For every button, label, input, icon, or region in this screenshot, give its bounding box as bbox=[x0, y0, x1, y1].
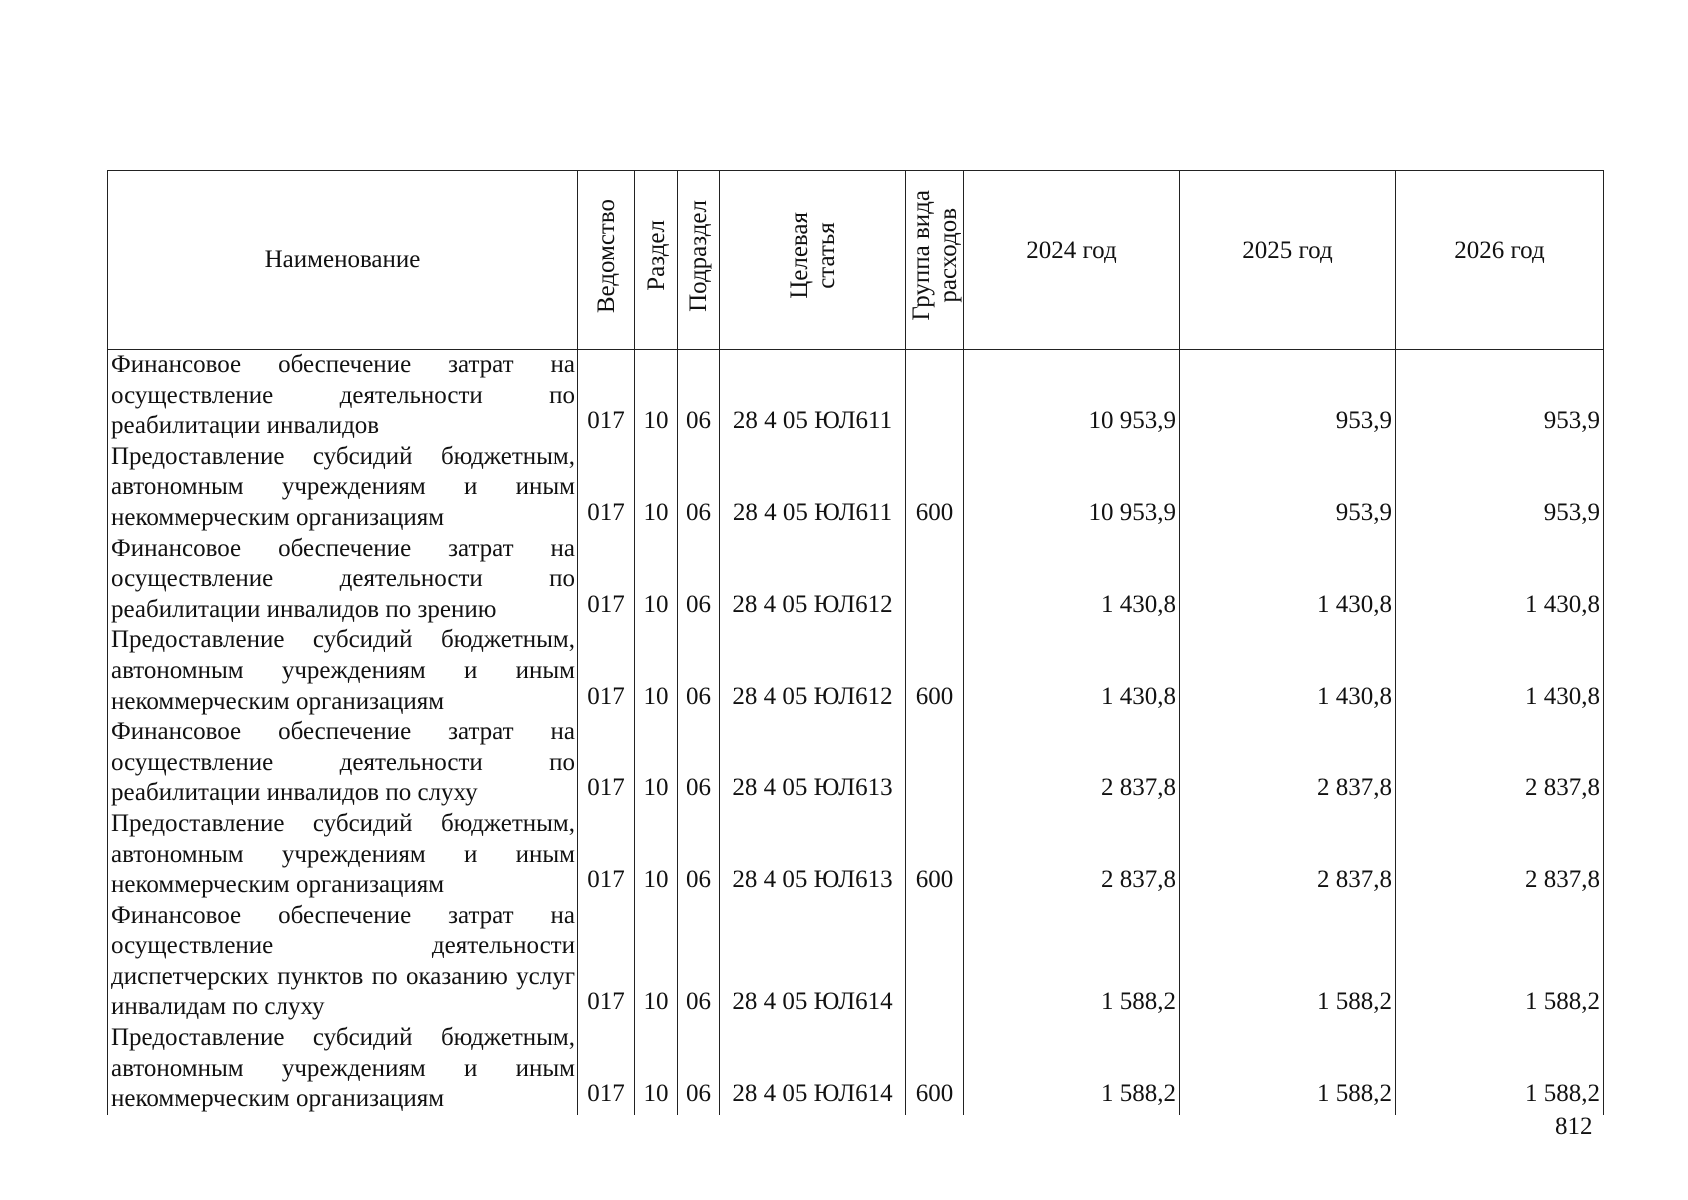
row-2026-cell: 1 430,8 bbox=[1396, 625, 1604, 717]
table-row bbox=[108, 625, 1604, 717]
row-department-cell: 017 bbox=[578, 717, 635, 809]
header-2026: 2026 год bbox=[1396, 171, 1604, 350]
row-subsection-cell: 06 bbox=[678, 534, 720, 626]
row-department-cell: 017 bbox=[578, 1023, 635, 1115]
row-subsection-cell: 06 bbox=[678, 901, 720, 1023]
row-department-cell: 017 bbox=[578, 534, 635, 626]
row-section-cell: 10 bbox=[635, 442, 678, 534]
row-2025-cell: 2 837,8 bbox=[1180, 717, 1396, 809]
header-subsection: Подраздел bbox=[678, 171, 720, 350]
row-target-article-cell: 28 4 05 ЮЛ611 bbox=[720, 350, 906, 442]
row-2025-cell: 1 430,8 bbox=[1180, 534, 1396, 626]
header-expense-group: Группа вида расходов bbox=[906, 171, 964, 350]
row-expense-group-cell: 600 bbox=[906, 442, 964, 534]
row-department-cell: 017 bbox=[578, 901, 635, 1023]
row-2026-cell: 953,9 bbox=[1396, 350, 1604, 442]
row-name-cell: Предоставление субсидий бюджетным, автономным учреждениям и иным некоммерческим организациям bbox=[108, 442, 578, 534]
row-name-cell: Финансовое обеспечение затрат на осуществление деятельности диспетчерских пунктов по оказанию услуг инвалидам по слуху bbox=[108, 901, 578, 1023]
row-subsection-cell: 06 bbox=[678, 717, 720, 809]
row-2025-cell: 1 588,2 bbox=[1180, 1023, 1396, 1115]
row-2026-cell: 953,9 bbox=[1396, 442, 1604, 534]
row-name-cell: Финансовое обеспечение затрат на осуществление деятельности по реабилитации инвалидов по зрению bbox=[108, 534, 578, 626]
row-2024-cell: 1 588,2 bbox=[964, 1023, 1180, 1115]
row-target-article-cell: 28 4 05 ЮЛ612 bbox=[720, 625, 906, 717]
row-2024-cell: 1 430,8 bbox=[964, 534, 1180, 626]
row-section-cell: 10 bbox=[635, 350, 678, 442]
row-name-cell: Финансовое обеспечение затрат на осуществление деятельности по реабилитации инвалидов по слуху bbox=[108, 717, 578, 809]
row-2026-cell: 1 588,2 bbox=[1396, 1023, 1604, 1115]
row-2026-cell: 1 430,8 bbox=[1396, 534, 1604, 626]
header-2025: 2025 год bbox=[1180, 171, 1396, 350]
header-target-article: Целевая статья bbox=[720, 171, 906, 350]
row-target-article-cell: 28 4 05 ЮЛ613 bbox=[720, 717, 906, 809]
row-subsection-cell: 06 bbox=[678, 442, 720, 534]
row-2024-cell: 1 430,8 bbox=[964, 625, 1180, 717]
table-body bbox=[108, 350, 1604, 1115]
row-2025-cell: 953,9 bbox=[1180, 442, 1396, 534]
row-2025-cell: 2 837,8 bbox=[1180, 809, 1396, 901]
header-department: Ведомство bbox=[578, 171, 635, 350]
row-subsection-cell: 06 bbox=[678, 350, 720, 442]
row-expense-group-cell: 600 bbox=[906, 625, 964, 717]
header-name: Наименование bbox=[108, 171, 578, 350]
table-header-row bbox=[108, 171, 1604, 350]
row-department-cell: 017 bbox=[578, 350, 635, 442]
row-section-cell: 10 bbox=[635, 625, 678, 717]
row-expense-group-cell: 600 bbox=[906, 809, 964, 901]
row-section-cell: 10 bbox=[635, 809, 678, 901]
row-subsection-cell: 06 bbox=[678, 1023, 720, 1115]
row-target-article-cell: 28 4 05 ЮЛ611 bbox=[720, 442, 906, 534]
row-2024-cell: 2 837,8 bbox=[964, 717, 1180, 809]
row-expense-group-cell bbox=[906, 534, 964, 626]
row-section-cell: 10 bbox=[635, 717, 678, 809]
row-2025-cell: 953,9 bbox=[1180, 350, 1396, 442]
row-expense-group-cell bbox=[906, 901, 964, 1023]
row-2024-cell: 10 953,9 bbox=[964, 442, 1180, 534]
row-name-cell: Предоставление субсидий бюджетным, автономным учреждениям и иным некоммерческим организациям bbox=[108, 809, 578, 901]
page-number: 812 bbox=[1555, 1113, 1593, 1140]
row-2025-cell: 1 588,2 bbox=[1180, 901, 1396, 1023]
row-department-cell: 017 bbox=[578, 809, 635, 901]
row-subsection-cell: 06 bbox=[678, 809, 720, 901]
row-target-article-cell: 28 4 05 ЮЛ613 bbox=[720, 809, 906, 901]
row-expense-group-cell bbox=[906, 350, 964, 442]
table-row bbox=[108, 1023, 1604, 1115]
table-row bbox=[108, 350, 1604, 442]
row-subsection-cell: 06 bbox=[678, 625, 720, 717]
row-target-article-cell: 28 4 05 ЮЛ614 bbox=[720, 1023, 906, 1115]
row-name-cell: Предоставление субсидий бюджетным, автономным учреждениям и иным некоммерческим организациям bbox=[108, 1023, 578, 1115]
row-section-cell: 10 bbox=[635, 901, 678, 1023]
row-2025-cell: 1 430,8 bbox=[1180, 625, 1396, 717]
row-2024-cell: 10 953,9 bbox=[964, 350, 1180, 442]
row-target-article-cell: 28 4 05 ЮЛ612 bbox=[720, 534, 906, 626]
table-row bbox=[108, 809, 1604, 901]
row-name-cell: Предоставление субсидий бюджетным, автономным учреждениям и иным некоммерческим организациям bbox=[108, 625, 578, 717]
table-row bbox=[108, 901, 1604, 1023]
table-row bbox=[108, 442, 1604, 534]
row-section-cell: 10 bbox=[635, 534, 678, 626]
row-name-cell: Финансовое обеспечение затрат на осуществление деятельности по реабилитации инвалидов bbox=[108, 350, 578, 442]
header-section: Раздел bbox=[635, 171, 678, 350]
table-row bbox=[108, 534, 1604, 626]
row-2026-cell: 2 837,8 bbox=[1396, 809, 1604, 901]
row-2026-cell: 2 837,8 bbox=[1396, 717, 1604, 809]
row-target-article-cell: 28 4 05 ЮЛ614 bbox=[720, 901, 906, 1023]
row-expense-group-cell: 600 bbox=[906, 1023, 964, 1115]
row-department-cell: 017 bbox=[578, 442, 635, 534]
row-2026-cell: 1 588,2 bbox=[1396, 901, 1604, 1023]
table-row bbox=[108, 717, 1604, 809]
budget-table bbox=[107, 170, 1604, 1115]
row-section-cell: 10 bbox=[635, 1023, 678, 1115]
row-department-cell: 017 bbox=[578, 625, 635, 717]
row-2024-cell: 1 588,2 bbox=[964, 901, 1180, 1023]
row-2024-cell: 2 837,8 bbox=[964, 809, 1180, 901]
header-2024: 2024 год bbox=[964, 171, 1180, 350]
row-expense-group-cell bbox=[906, 717, 964, 809]
